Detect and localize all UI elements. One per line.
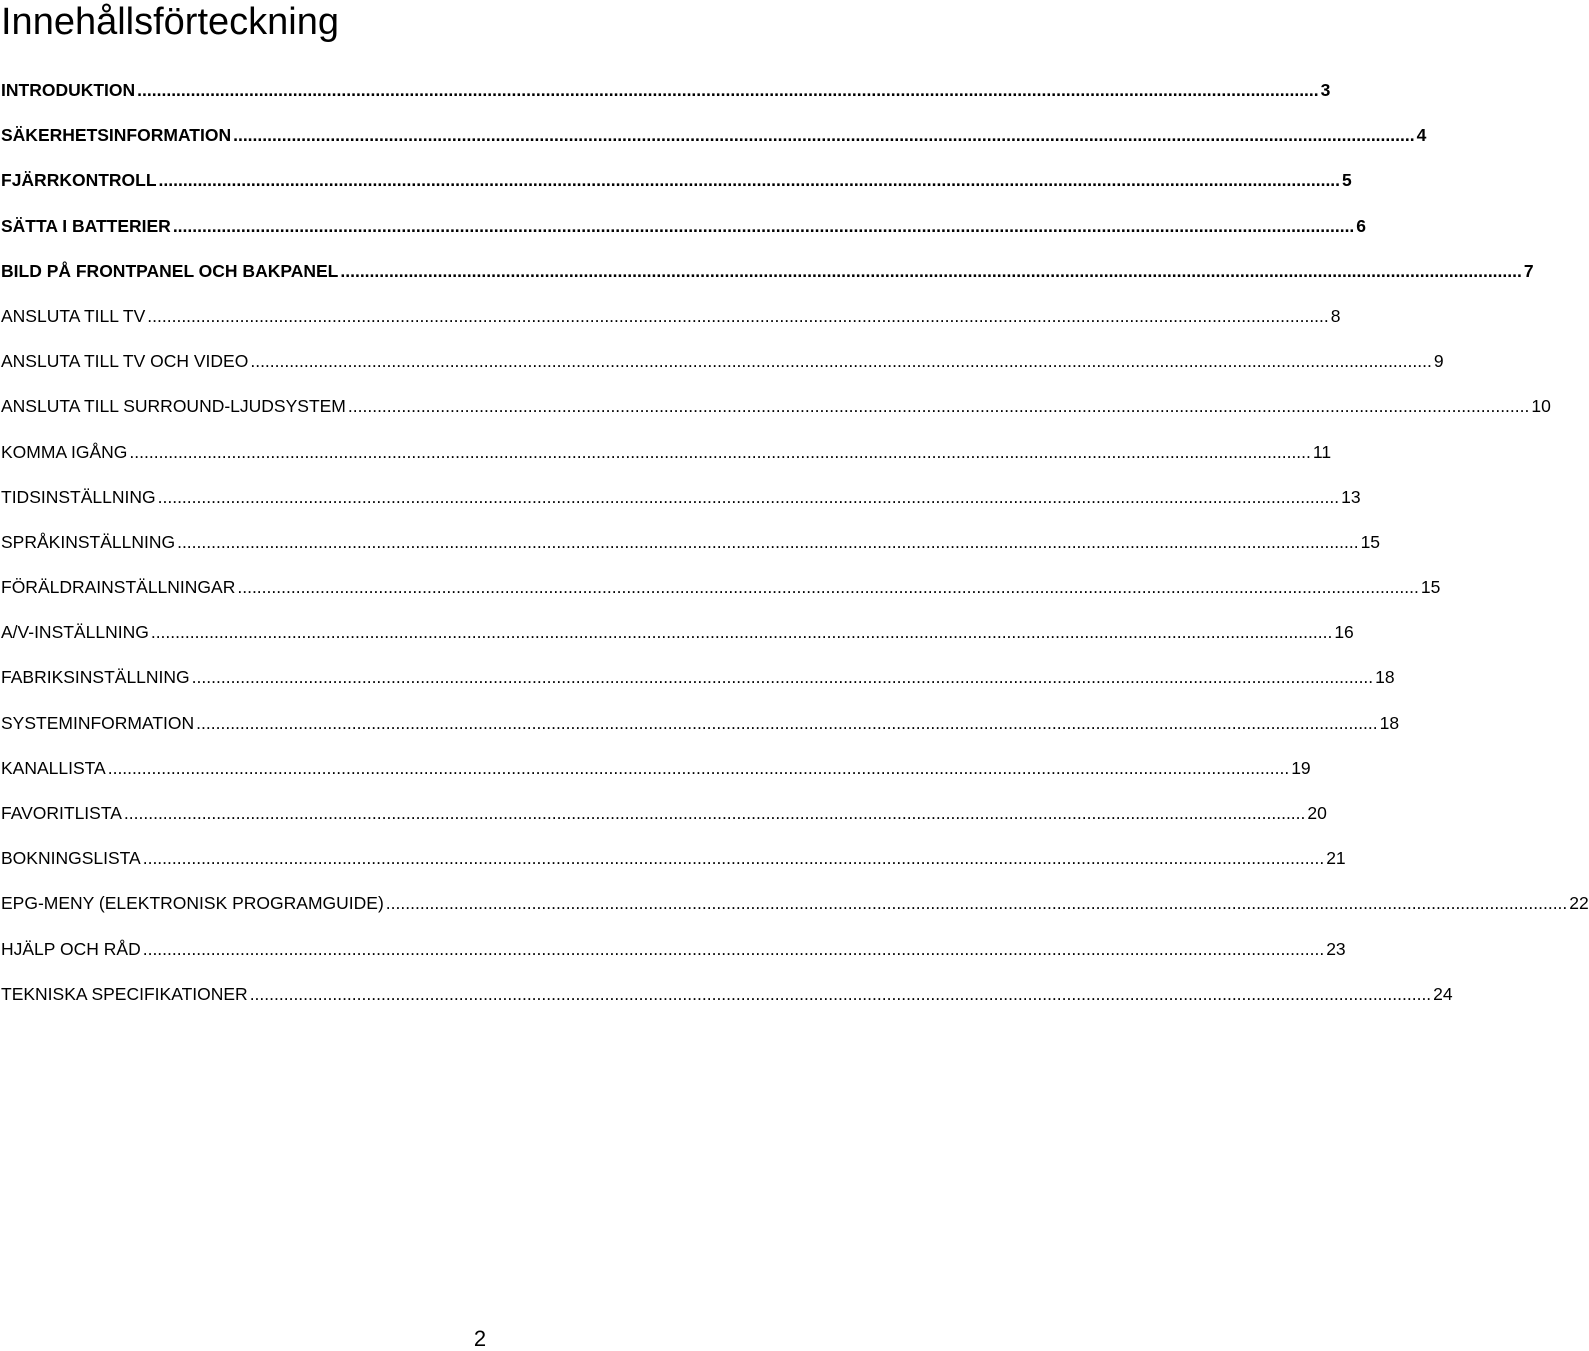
toc-dot-leader: ................................................................................................................................................................................................................................................... bbox=[158, 170, 1341, 191]
toc-dot-leader: ................................................................................................................................................................................................................................................... bbox=[157, 486, 1340, 507]
toc-dot-leader: ................................................................................................................................................................................................................................................... bbox=[250, 351, 1432, 372]
toc-entry-label: HJÄLP OCH RÅD bbox=[1, 938, 141, 959]
toc-entry-page: 15 bbox=[1420, 577, 1441, 598]
toc-entry-label: FABRIKSINSTÄLLNING bbox=[1, 667, 190, 688]
toc-entry-label: A/V-INSTÄLLNING bbox=[1, 622, 149, 643]
toc-entry-page: 13 bbox=[1341, 486, 1361, 507]
toc-entry-label: ANSLUTA TILL SURROUND-LJUDSYSTEM bbox=[1, 396, 346, 417]
toc-entry-label: BILD PÅ FRONTPANEL OCH BAKPANEL bbox=[1, 260, 339, 281]
toc-dot-leader: ................................................................................................................................................................................................................................................... bbox=[147, 305, 1329, 326]
toc-entry-label: FJÄRRKONTROLL bbox=[1, 170, 157, 191]
toc-entry-page: 11 bbox=[1312, 441, 1332, 462]
toc-dot-leader: ................................................................................................................................................................................................................................................... bbox=[177, 531, 1359, 552]
toc-dot-leader: ................................................................................................................................................................................................................................................... bbox=[142, 848, 1325, 869]
page-number: 2 bbox=[473, 1326, 487, 1351]
toc-dot-leader: ................................................................................................................................................................................................................................................... bbox=[340, 260, 1522, 281]
toc-dot-leader: ................................................................................................................................................................................................................................................... bbox=[196, 712, 1378, 733]
toc-entry-label: FAVORITLISTA bbox=[1, 803, 122, 823]
toc-entry[interactable] bbox=[1, 166, 1352, 211]
toc-entry-page: 10 bbox=[1531, 396, 1551, 417]
toc-dot-leader: ................................................................................................................................................................................................................................................... bbox=[137, 80, 1319, 100]
toc-dot-leader: ................................................................................................................................................................................................................................................... bbox=[107, 757, 1290, 778]
toc-entry[interactable] bbox=[1, 76, 1331, 121]
toc-entry[interactable] bbox=[1, 618, 1354, 663]
toc-entry-page: 23 bbox=[1326, 938, 1346, 959]
toc-entry-page: 15 bbox=[1360, 531, 1381, 552]
toc-entry-page: 19 bbox=[1291, 757, 1311, 778]
toc-entry-label: SÄKERHETSINFORMATION bbox=[1, 125, 232, 146]
toc-entry[interactable] bbox=[1, 528, 1381, 573]
toc-entry-label: TIDSINSTÄLLNING bbox=[1, 486, 156, 507]
toc-entry-page: 7 bbox=[1523, 260, 1534, 281]
toc-entry[interactable] bbox=[1, 980, 1453, 1025]
toc-dot-leader: ................................................................................................................................................................................................................................................... bbox=[150, 622, 1333, 643]
toc-entry-label: KOMMA IGÅNG bbox=[1, 441, 128, 462]
toc-entry[interactable] bbox=[1, 844, 1346, 889]
toc-entry-page: 16 bbox=[1334, 622, 1354, 643]
toc-dot-leader: ................................................................................................................................................................................................................................................... bbox=[347, 396, 1530, 417]
toc-entry-page: 4 bbox=[1416, 125, 1427, 146]
toc-dot-leader: ................................................................................................................................................................................................................................................... bbox=[385, 893, 1568, 914]
toc-entry-page: 21 bbox=[1326, 848, 1346, 869]
toc-entry-page: 18 bbox=[1379, 712, 1400, 733]
toc-dot-leader: ................................................................................................................................................................................................................................................... bbox=[172, 215, 1355, 236]
toc-entry[interactable] bbox=[1, 257, 1534, 302]
toc-entry-label: SÄTTA I BATTERIER bbox=[1, 215, 171, 236]
toc-entry-label: FÖRÄLDRAINSTÄLLNINGAR bbox=[1, 577, 236, 598]
toc-entry-label: BOKNINGSLISTA bbox=[1, 848, 141, 869]
page-title: Innehållsförteckning bbox=[1, 1, 339, 43]
toc-entry[interactable] bbox=[1, 935, 1346, 980]
toc-entry-page: 8 bbox=[1330, 305, 1341, 326]
toc-entry-page: 24 bbox=[1433, 983, 1453, 1004]
toc-dot-leader: ................................................................................................................................................................................................................................................... bbox=[142, 938, 1325, 959]
toc-entry-page: 20 bbox=[1307, 803, 1327, 823]
toc-dot-leader: ................................................................................................................................................................................................................................................... bbox=[123, 803, 1306, 823]
toc-dot-leader: ................................................................................................................................................................................................................................................... bbox=[233, 125, 1415, 146]
toc-entry[interactable] bbox=[1, 754, 1311, 799]
toc-entry-label: EPG-MENY (ELEKTRONISK PROGRAMGUIDE) bbox=[1, 893, 384, 914]
toc-dot-leader: ................................................................................................................................................................................................................................................... bbox=[191, 667, 1374, 688]
toc-entry-page: 5 bbox=[1342, 170, 1352, 191]
toc-entry[interactable] bbox=[1, 799, 1327, 844]
toc-entry[interactable] bbox=[1, 212, 1367, 257]
toc-entry[interactable] bbox=[1, 302, 1341, 347]
toc-entry-label: ANSLUTA TILL TV OCH VIDEO bbox=[1, 351, 249, 372]
toc-entry-label: SYSTEMINFORMATION bbox=[1, 712, 195, 733]
toc-entry-page: 6 bbox=[1356, 215, 1367, 236]
toc-entry[interactable] bbox=[1, 121, 1427, 166]
toc-entry[interactable] bbox=[1, 483, 1361, 528]
toc-entry[interactable] bbox=[1, 663, 1395, 708]
toc-entry-label: ANSLUTA TILL TV bbox=[1, 305, 146, 326]
toc-dot-leader: ................................................................................................................................................................................................................................................... bbox=[237, 577, 1419, 598]
toc-entry[interactable] bbox=[1, 392, 1551, 437]
toc-entry-label: INTRODUKTION bbox=[1, 80, 136, 100]
toc-entry-page: 9 bbox=[1433, 351, 1444, 372]
toc-entry-label: SPRÅKINSTÄLLNING bbox=[1, 531, 176, 552]
toc-entry-page: 22 bbox=[1569, 893, 1589, 914]
toc-dot-leader: ................................................................................................................................................................................................................................................... bbox=[249, 983, 1432, 1004]
toc-entry[interactable] bbox=[1, 889, 1589, 934]
toc-entry-label: KANALLISTA bbox=[1, 757, 106, 778]
toc-entry[interactable] bbox=[1, 347, 1444, 392]
toc-dot-leader: ................................................................................................................................................................................................................................................... bbox=[129, 441, 1311, 462]
toc-entry[interactable] bbox=[1, 709, 1400, 754]
toc-entry-page: 18 bbox=[1375, 667, 1395, 688]
toc-entry-label: TEKNISKA SPECIFIKATIONER bbox=[1, 983, 248, 1004]
toc-entry-page: 3 bbox=[1320, 80, 1331, 100]
table-of-contents bbox=[1, 76, 1589, 1025]
toc-entry[interactable] bbox=[1, 438, 1332, 483]
toc-entry[interactable] bbox=[1, 573, 1441, 618]
